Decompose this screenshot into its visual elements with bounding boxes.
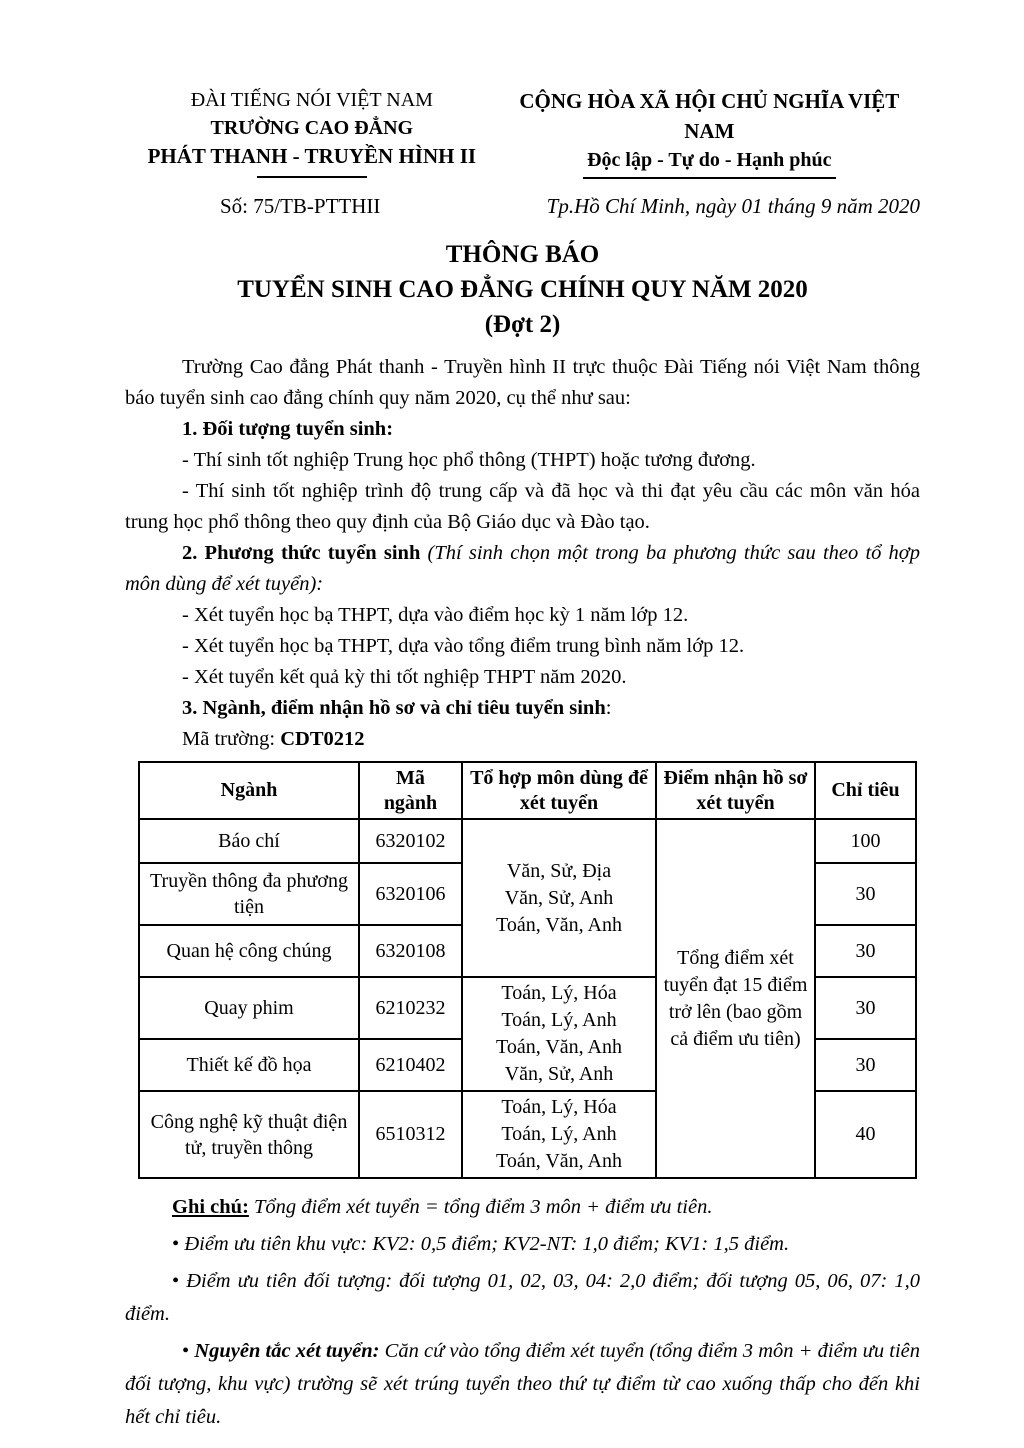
combo-line: Toán, Văn, Anh <box>496 913 622 936</box>
major-code-cell: 6320102 <box>359 819 462 863</box>
admissions-table <box>138 761 917 1179</box>
note-label: Ghi chú: <box>172 1196 249 1218</box>
place-date: Tp.Hồ Chí Minh, ngày 01 tháng 9 năm 2020 <box>546 194 920 218</box>
quota-cell: 40 <box>815 1091 916 1178</box>
subject-combo-cell-group1 <box>462 819 656 977</box>
school-code-line <box>125 724 920 755</box>
col-header-major: Ngành <box>139 762 359 819</box>
quota-cell: 30 <box>815 977 916 1039</box>
quota-cell: 30 <box>815 863 916 925</box>
doc-meta-row <box>125 191 920 221</box>
major-cell: Thiết kế đồ họa <box>139 1039 359 1091</box>
note-principle-label: Nguyên tắc xét tuyển: <box>189 1340 385 1362</box>
major-cell: Truyền thông đa phương tiện <box>139 863 359 925</box>
doc-number: Số: 75/TB-PTTHII <box>220 194 381 218</box>
combo-line: Toán, Văn, Anh <box>496 1036 622 1058</box>
table-row <box>139 819 916 863</box>
section2-item1: - Xét tuyển học bạ THPT, dựa vào điểm học kỳ 1 năm lớp 12. <box>182 604 689 626</box>
subject-combo-cell-group3 <box>462 1091 656 1178</box>
note-principle-text: Căn cứ vào tổng điểm xét tuyển (tổng điểm 3 môn + điểm ưu tiên đối tượng, khu vực) trường sẽ xét trúng tuyển theo thứ tự điểm từ cao xuống thấp cho đến khi hết chỉ tiêu. <box>125 1340 920 1428</box>
national-motto: Độc lập - Tự do - Hạnh phúc <box>583 146 835 179</box>
col-header-subject-combos: Tổ hợp môn dùng để xét tuyển <box>462 762 656 819</box>
col-header-score-threshold: Điểm nhận hồ sơ xét tuyển <box>656 762 815 819</box>
org-name-line2: PHÁT THANH - TRUYỀN HÌNH II <box>147 144 477 168</box>
school-code-label: Mã trường: <box>182 728 281 750</box>
section1-item1: - Thí sinh tốt nghiệp Trung học phổ thông (THPT) hoặc tương đương. <box>182 449 756 471</box>
notes-block <box>125 1191 920 1434</box>
org-divider <box>257 176 367 178</box>
major-code-cell: 6320106 <box>359 863 462 925</box>
org-parent-name: ĐÀI TIẾNG NÓI VIỆT NAM <box>190 89 433 111</box>
note-region-priority <box>125 1228 920 1261</box>
section2-heading-note: (Thí sinh chọn một trong ba phương thức sau theo tổ hợp môn dùng để xét tuyển): <box>125 542 920 595</box>
doc-subject-title: TUYỂN SINH CAO ĐẲNG CHÍNH QUY NĂM 2020 <box>237 276 808 303</box>
combo-line: Toán, Văn, Anh <box>496 1150 622 1172</box>
combo-line: Toán, Lý, Anh <box>501 1123 617 1145</box>
note-region-text: Điểm ưu tiên khu vực: KV2: 0,5 điểm; KV2-NT: 1,0 điểm; KV1: 1,5 điểm. <box>179 1233 790 1255</box>
col-header-major-code: Mã ngành <box>359 762 462 819</box>
section2-heading-label: 2. Phương thức tuyển sinh <box>182 542 428 564</box>
section2-item3: - Xét tuyển kết quả kỳ thi tốt nghiệp THPT năm 2020. <box>182 666 627 688</box>
major-cell: Quay phim <box>139 977 359 1039</box>
major-cell: Báo chí <box>139 819 359 863</box>
section3-heading-colon: : <box>605 697 612 719</box>
bullet-icon: • <box>172 1233 180 1255</box>
school-code-value: CDT0212 <box>280 728 365 750</box>
section2-heading <box>125 538 920 600</box>
quota-cell: 100 <box>815 819 916 863</box>
bullet-icon: • <box>182 1340 190 1362</box>
section3-heading <box>125 693 920 724</box>
issuing-org-block <box>125 86 499 178</box>
title-block <box>125 237 920 342</box>
subject-combo-cell-group2 <box>462 977 656 1091</box>
score-threshold-cell: Tổng điểm xét tuyển đạt 15 điểm trở lên (bao gồm cả điểm ưu tiên) <box>656 819 815 1178</box>
col-header-quota: Chỉ tiêu <box>815 762 916 819</box>
major-code-cell: 6210232 <box>359 977 462 1039</box>
quota-cell: 30 <box>815 1039 916 1091</box>
section1-heading: 1. Đối tượng tuyển sinh: <box>182 418 394 440</box>
section2-item2: - Xét tuyển học bạ THPT, dựa vào tổng điểm trung bình năm lớp 12. <box>182 635 745 657</box>
body-block <box>125 352 920 755</box>
doc-type-title: THÔNG BÁO <box>445 241 600 268</box>
quota-cell: 30 <box>815 925 916 977</box>
major-cell: Quan hệ công chúng <box>139 925 359 977</box>
intro-paragraph: Trường Cao đẳng Phát thanh - Truyền hình II trực thuộc Đài Tiếng nói Việt Nam thông báo tuyển sinh cao đẳng chính quy năm 2020, cụ thể như sau: <box>125 356 920 409</box>
major-code-cell: 6320108 <box>359 925 462 977</box>
combo-line: Văn, Sử, Anh <box>504 1063 614 1085</box>
combo-line: Toán, Lý, Anh <box>501 1009 617 1031</box>
national-motto-block <box>499 86 920 179</box>
major-cell: Công nghệ kỹ thuật điện tử, truyền thông <box>139 1091 359 1178</box>
document-header <box>125 86 920 179</box>
note-formula <box>125 1191 920 1224</box>
table-header-row <box>139 762 916 819</box>
org-name-line1: TRƯỜNG CAO ĐẲNG <box>210 117 414 139</box>
major-code-cell: 6210402 <box>359 1039 462 1091</box>
combo-line: Toán, Lý, Hóa <box>501 1096 617 1118</box>
bullet-icon: • <box>172 1270 180 1292</box>
note-subject-text: Điểm ưu tiên đối tượng: đối tượng 01, 02, 03, 04: 2,0 điểm; đối tượng 05, 06, 07: 1,0 điểm. <box>125 1270 920 1325</box>
section3-heading-label: 3. Ngành, điểm nhận hồ sơ và chỉ tiêu tuyển sinh <box>182 697 606 719</box>
section1-item2: - Thí sinh tốt nghiệp trình độ trung cấp và đã học và thi đạt yêu cầu các môn văn hóa trung học phổ thông theo quy định của Bộ Giáo dục và Đào tạo. <box>125 480 920 533</box>
note-formula-text: Tổng điểm xét tuyển = tổng điểm 3 môn + điểm ưu tiên. <box>248 1196 713 1218</box>
major-code-cell: 6510312 <box>359 1091 462 1178</box>
note-admission-principle <box>125 1335 920 1434</box>
note-subject-priority <box>125 1265 920 1331</box>
national-title: CỘNG HÒA XÃ HỘI CHỦ NGHĨA VIỆT NAM <box>519 89 900 143</box>
doc-phase-title: (Đợt 2) <box>484 311 561 338</box>
combo-line: Văn, Sử, Anh <box>504 886 614 909</box>
combo-line: Toán, Lý, Hóa <box>501 982 617 1004</box>
combo-line: Văn, Sử, Địa <box>506 859 612 882</box>
